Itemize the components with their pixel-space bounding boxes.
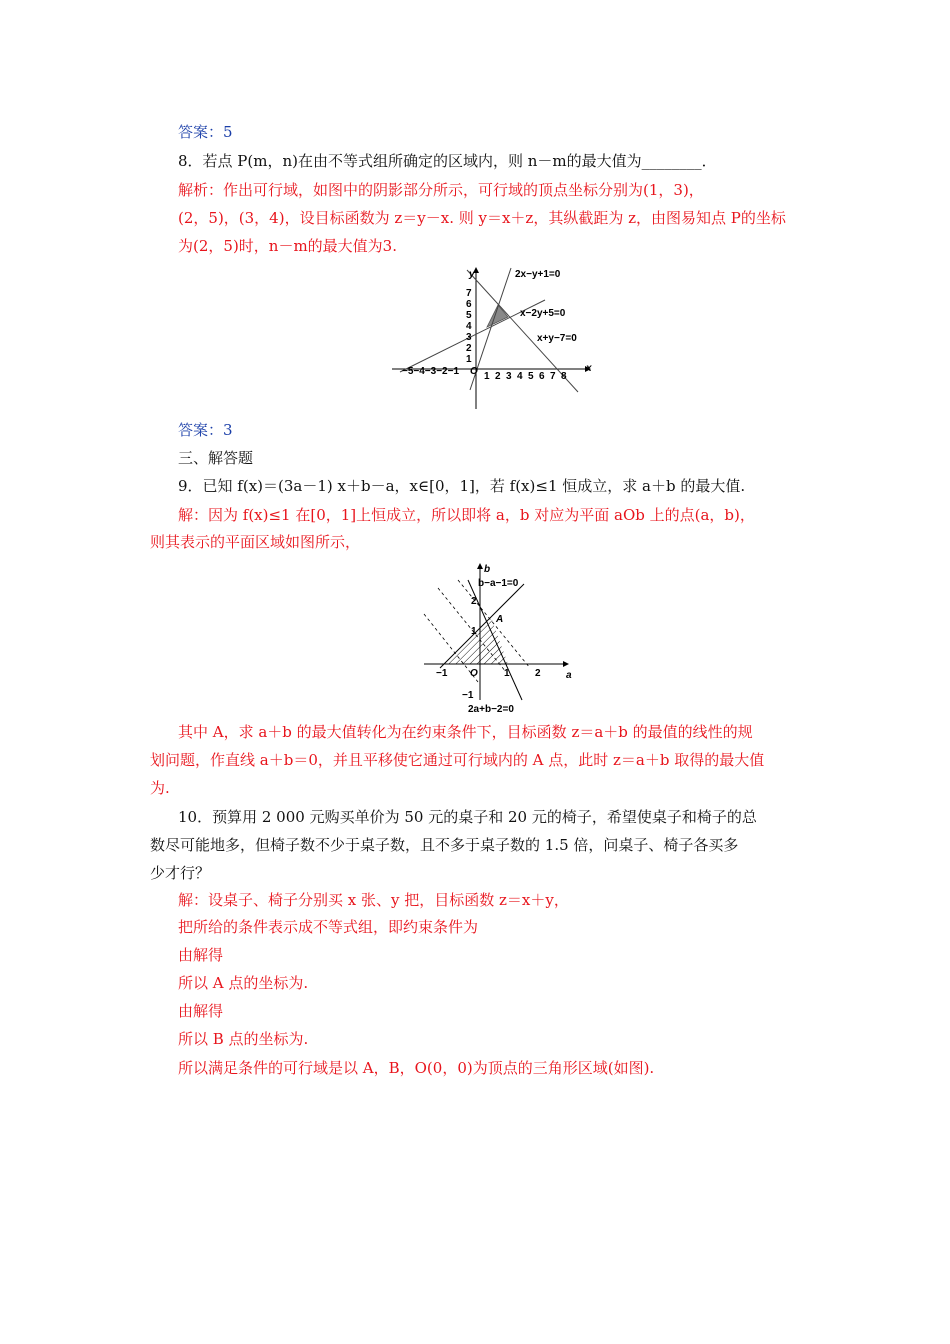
x-neg-ticks: −5−4−3−2−1: [402, 366, 460, 377]
question-9: 9．已知 f(x)＝(3a－1) x＋b－a，x∈[0，1]，若 f(x)≤1 恒成立，求 a＋b 的最大值.: [178, 477, 746, 495]
tick-b-neg1: −1: [462, 690, 474, 701]
y-tick-label: 4: [466, 321, 472, 332]
tick-a-neg1: −1: [436, 668, 448, 679]
y-tick-label: 6: [466, 299, 472, 310]
solution-8-line-2: (2，5)，(3，4)，设目标函数为 z＝y－x. 则 y＝x＋z，其纵截距为 z，由图易知点 P的坐标: [178, 209, 786, 227]
tick-b-1: 1: [471, 626, 477, 637]
y-tick-label: 7: [466, 288, 472, 299]
solution-10-line-7: 所以满足条件的可行域是以 A，B，O(0，0)为顶点的三角形区域(如图).: [178, 1059, 655, 1077]
label-line1: 2x−y+1=0: [515, 269, 561, 280]
figure-8-graph: [390, 262, 595, 412]
solution-9-line-3: 其中 A，求 a＋b 的最大值转化为在约束条件下，目标函数 z＝a＋b 的最值的线性的规: [178, 723, 753, 741]
x-tick-label: 5: [528, 371, 534, 382]
tick-b-2: 2: [471, 596, 477, 607]
label-line-2: 2a+b−2=0: [468, 704, 514, 715]
y-tick-label: 5: [466, 310, 472, 321]
answer-7: 答案：5: [178, 123, 233, 141]
question-10-line-1: 10．预算用 2 000 元购买单价为 50 元的桌子和 20 元的椅子，希望使桌子和椅子的总: [178, 808, 757, 826]
figure-9-graph: [418, 560, 578, 720]
origin-label: O: [470, 668, 478, 679]
y-axis-label: y: [469, 269, 475, 280]
y-tick-label: 1: [466, 354, 472, 365]
label-line2: x−2y+5=0: [520, 308, 566, 319]
x-tick-label: 6: [539, 371, 545, 382]
tick-a-1: 1: [504, 668, 510, 679]
answer-8: 答案：3: [178, 421, 233, 439]
origin-label: O: [470, 366, 478, 377]
x-tick-label: 8: [561, 371, 567, 382]
y-tick-label: 3: [466, 332, 472, 343]
label-line3: x+y−7=0: [537, 333, 577, 344]
question-10-line-3: 少才行？: [150, 864, 211, 882]
x-tick-label: 2: [495, 371, 501, 382]
question-10-line-2: 数尽可能地多，但椅子数不少于桌子数，且不多于桌子数的 1.5 倍，问桌子、椅子各买多: [150, 836, 739, 854]
y-tick-label: 2: [466, 343, 472, 354]
x-tick-label: 1: [484, 371, 490, 382]
x-tick-label: 7: [550, 371, 556, 382]
solution-10-line-6: 所以 B 点的坐标为.: [178, 1030, 309, 1048]
x-tick-label: 4: [517, 371, 523, 382]
solution-9-line-5: 为.: [150, 779, 170, 797]
question-8: 8．若点 P(m，n)在由不等式组所确定的区域内，则 n－m的最大值为________．: [178, 152, 717, 170]
a-axis-label: a: [566, 670, 572, 681]
solution-8-line-1: 解析：作出可行域，如图中的阴影部分所示，可行域的顶点坐标分别为(1，3)，: [178, 181, 704, 199]
solution-10-line-1: 解：设桌子、椅子分别买 x 张、y 把，目标函数 z＝x＋y，: [178, 891, 569, 909]
tick-a-2: 2: [535, 668, 541, 679]
section-3-heading: 三、解答题: [178, 449, 254, 467]
x-tick-label: 3: [506, 371, 512, 382]
label-line-1: b−a−1=0: [478, 578, 519, 589]
point-A-label: A: [496, 614, 504, 625]
solution-10-line-2: 把所给的条件表示成不等式组，即约束条件为: [178, 918, 479, 936]
solution-9-line-2: 则其表示的平面区域如图所示，: [150, 533, 361, 551]
x-axis-label: x: [586, 363, 592, 374]
solution-10-line-5: 由解得: [178, 1002, 224, 1020]
solution-8-line-3: 为(2，5)时，n－m的最大值为3.: [178, 237, 397, 255]
solution-10-line-3: 由解得: [178, 946, 224, 964]
solution-9-line-1: 解：因为 f(x)≤1 在[0，1]上恒成立，所以即将 a，b 对应为平面 aOb 上的点(a，b)，: [178, 506, 755, 524]
b-axis-label: b: [484, 564, 491, 575]
solution-9-line-4: 划问题，作直线 a＋b＝0，并且平移使它通过可行域内的 A 点，此时 z＝a＋b 取得的最大值: [150, 751, 765, 769]
solution-10-line-4: 所以 A 点的坐标为.: [178, 974, 309, 992]
